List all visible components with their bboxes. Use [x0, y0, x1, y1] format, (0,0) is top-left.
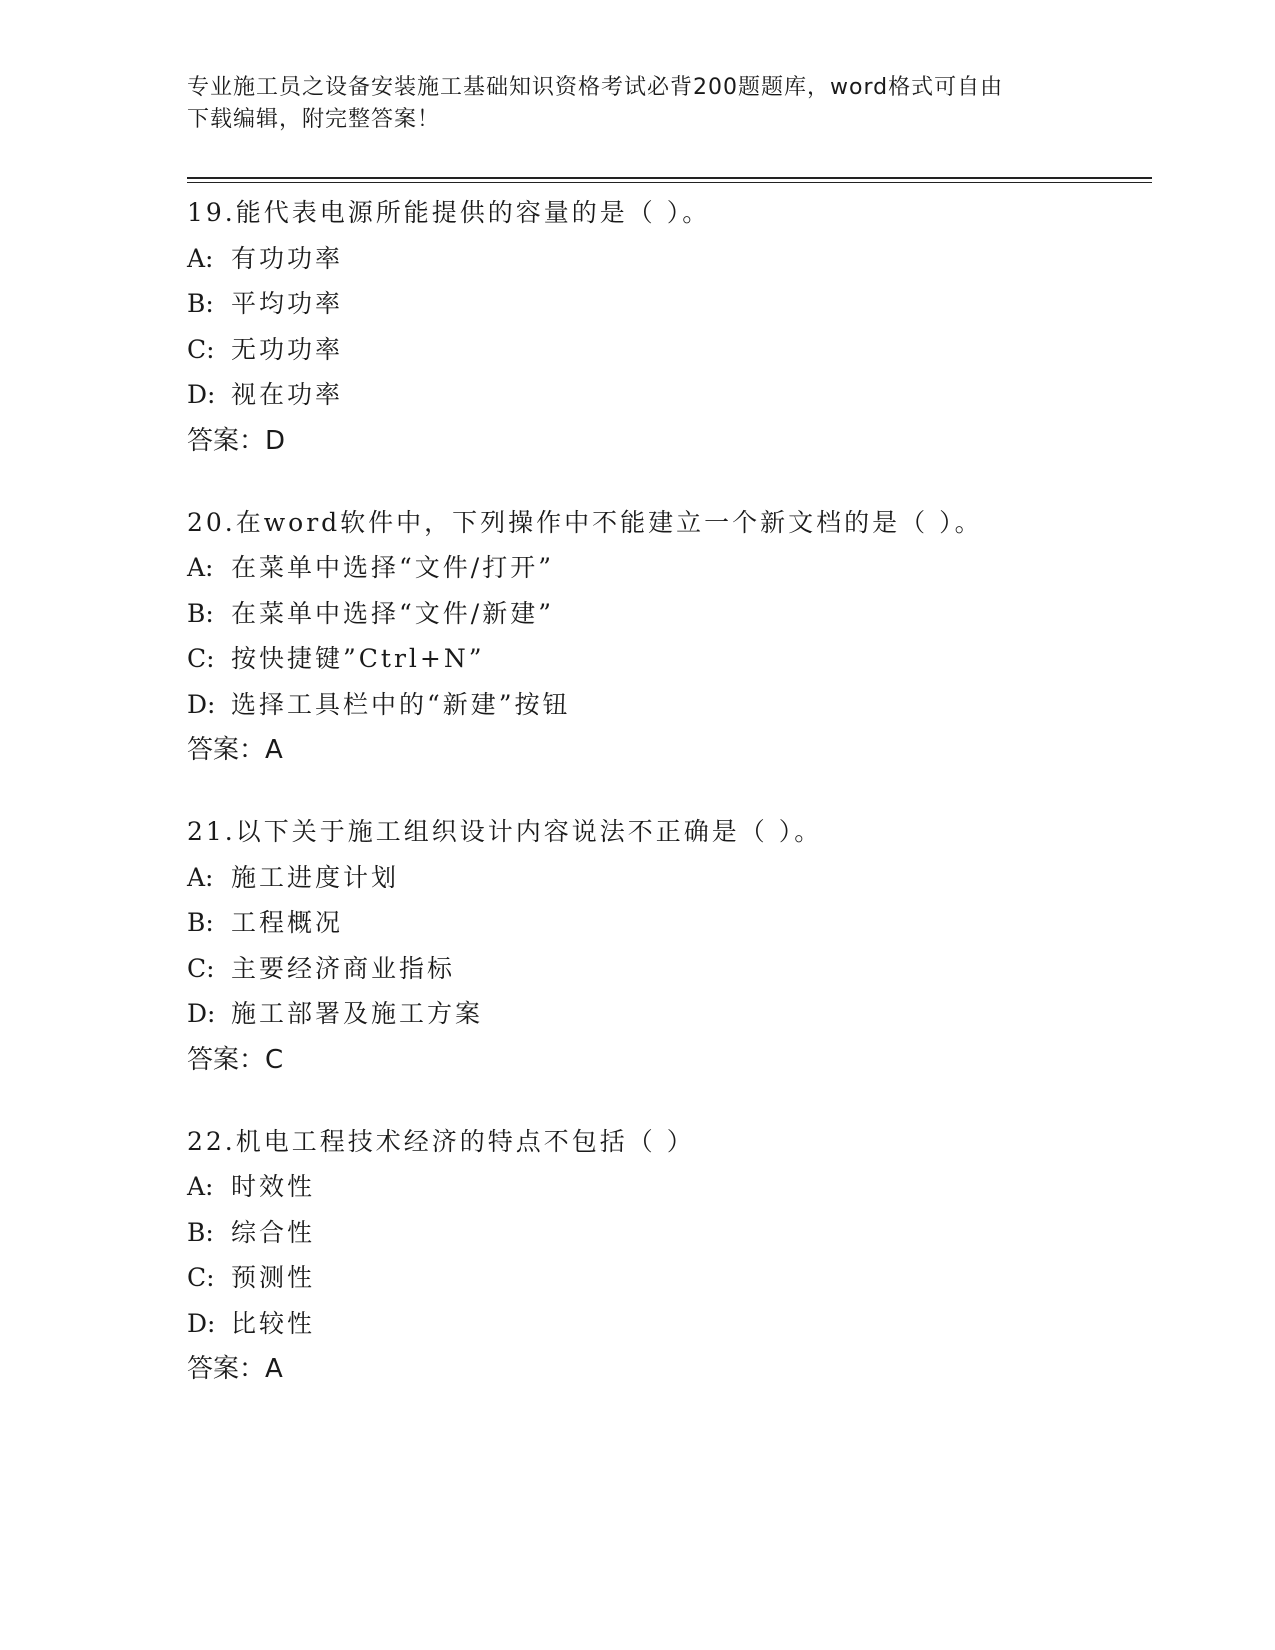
answer: 答案：D	[187, 425, 286, 456]
answer: 答案：A	[187, 735, 283, 765]
option-key: C:	[187, 644, 215, 673]
option-text: 施工进度计划	[231, 862, 400, 892]
question-20	[187, 500, 1147, 774]
option-text: 预测性	[231, 1263, 316, 1292]
option-c	[187, 636, 1147, 682]
question-list	[187, 190, 1147, 1428]
question-stem: 22.机电工程技术经济的特点不包括（ ）	[187, 1126, 695, 1156]
option-key: D:	[187, 380, 216, 409]
question-stem: 21.以下关于施工组织设计内容说法不正确是（ ）。	[187, 817, 823, 846]
header-divider-thick	[187, 177, 1152, 179]
option-d	[187, 991, 1147, 1037]
option-key: D:	[187, 999, 216, 1028]
option-text: 工程概况	[231, 908, 344, 937]
option-c	[187, 327, 1147, 373]
option-key: B:	[187, 1217, 214, 1247]
option-a	[187, 545, 1147, 591]
option-d	[187, 372, 1147, 418]
option-text: 有功功率	[231, 243, 344, 273]
option-key: C:	[187, 1263, 215, 1292]
option-c	[187, 1255, 1147, 1301]
answer: 答案：C	[187, 1044, 284, 1075]
option-text: 施工部署及施工方案	[231, 999, 484, 1028]
option-text: 平均功率	[231, 289, 344, 318]
question-stem: 20.在word软件中，下列操作中不能建立一个新文档的是（ ）。	[187, 507, 983, 537]
option-b	[187, 281, 1147, 327]
option-text: 在菜单中选择“文件/打开”	[231, 553, 554, 582]
option-key: B:	[187, 289, 214, 318]
option-text: 选择工具栏中的“新建”按钮	[231, 689, 571, 719]
option-a	[187, 1164, 1147, 1210]
option-key: C:	[187, 953, 215, 983]
option-text: 时效性	[231, 1172, 316, 1201]
option-key: A:	[187, 553, 214, 582]
option-key: B:	[187, 908, 214, 937]
option-key: A:	[187, 1172, 214, 1201]
option-text: 主要经济商业指标	[231, 953, 456, 983]
header-line-2: 下载编辑，附完整答案！	[187, 107, 441, 132]
option-text: 综合性	[231, 1217, 316, 1247]
option-text: 视在功率	[231, 380, 344, 409]
option-text: 在菜单中选择“文件/新建”	[231, 598, 554, 628]
question-19	[187, 190, 1147, 464]
option-d	[187, 682, 1147, 728]
option-text: 按快捷键”Ctrl+N”	[231, 644, 485, 673]
option-d	[187, 1301, 1147, 1347]
option-key: D:	[187, 689, 216, 719]
option-text: 无功功率	[231, 334, 344, 364]
option-b	[187, 591, 1147, 637]
document-header	[187, 72, 1087, 136]
question-stem: 19.能代表电源所能提供的容量的是（ ）。	[187, 198, 711, 227]
option-key: B:	[187, 598, 214, 628]
answer: 答案：A	[187, 1354, 283, 1384]
option-text: 比较性	[231, 1308, 316, 1338]
option-key: D:	[187, 1308, 216, 1338]
question-22	[187, 1119, 1147, 1393]
option-a	[187, 236, 1147, 282]
header-divider-thin	[187, 182, 1152, 183]
option-key: A:	[187, 243, 214, 273]
header-line-1: 专业施工员之设备安装施工基础知识资格考试必背200题题库，word格式可自由	[187, 75, 1004, 100]
option-c	[187, 946, 1147, 992]
option-key: C:	[187, 334, 215, 364]
option-a	[187, 855, 1147, 901]
option-b	[187, 1210, 1147, 1256]
option-key: A:	[187, 862, 214, 892]
question-21	[187, 809, 1147, 1083]
option-b	[187, 900, 1147, 946]
